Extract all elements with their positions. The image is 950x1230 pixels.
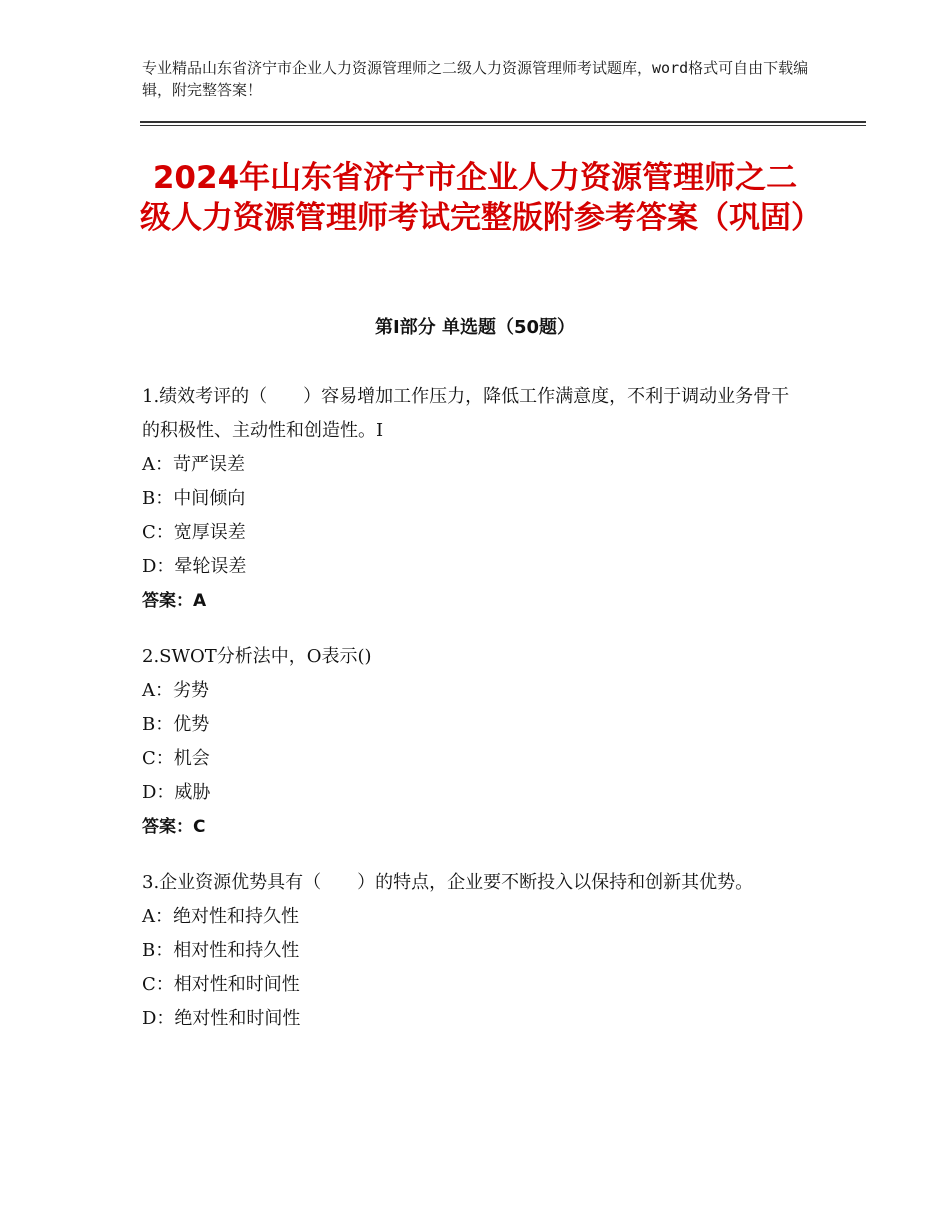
option-a: A：苛严误差 [142, 454, 245, 475]
question-text: 3.企业资源优势具有（ ）的特点，企业要不断投入以保持和创新其优势。 [142, 872, 754, 893]
answer-line [142, 584, 802, 618]
answer-value: C [193, 817, 206, 837]
question-2 [142, 640, 802, 844]
option-d: D：威胁 [142, 782, 211, 803]
option-b: B：优势 [142, 714, 210, 735]
option-c: C：机会 [142, 748, 210, 769]
answer-label: 答案： [142, 817, 193, 837]
answer-value: A [193, 591, 207, 611]
header-divider-thin [140, 125, 866, 126]
question-list [142, 380, 802, 1058]
header-note: 专业精品山东省济宁市企业人力资源管理师之二级人力资源管理师考试题库，word格式可自由下载编辑，附完整答案！ [142, 59, 809, 99]
document-title: 2024年山东省济宁市企业人力资源管理师之二级人力资源管理师考试完整版附参考答案（巩固） [140, 160, 822, 236]
option-c: C：相对性和时间性 [142, 974, 300, 995]
answer-label: 答案： [142, 591, 193, 611]
header-divider [140, 121, 866, 127]
option-d: D：晕轮误差 [142, 556, 247, 577]
option-d: D：绝对性和时间性 [142, 1008, 301, 1029]
option-c: C：宽厚误差 [142, 522, 246, 543]
question-3 [142, 866, 802, 1036]
question-text: 1.绩效考评的（ ）容易增加工作压力，降低工作满意度，不利于调动业务骨干的积极性、主动性和创造性。I [142, 386, 790, 441]
answer-line [142, 810, 802, 844]
option-a: A：绝对性和持久性 [142, 906, 299, 927]
option-b: B：相对性和持久性 [142, 940, 300, 961]
question-1 [142, 380, 802, 618]
header-divider-thick [140, 121, 866, 123]
section-heading: 第Ⅰ部分 单选题（50题） [374, 317, 575, 338]
question-text: 2.SWOT分析法中，O表示() [142, 646, 372, 667]
option-a: A：劣势 [142, 680, 209, 701]
option-b: B：中间倾向 [142, 488, 246, 509]
